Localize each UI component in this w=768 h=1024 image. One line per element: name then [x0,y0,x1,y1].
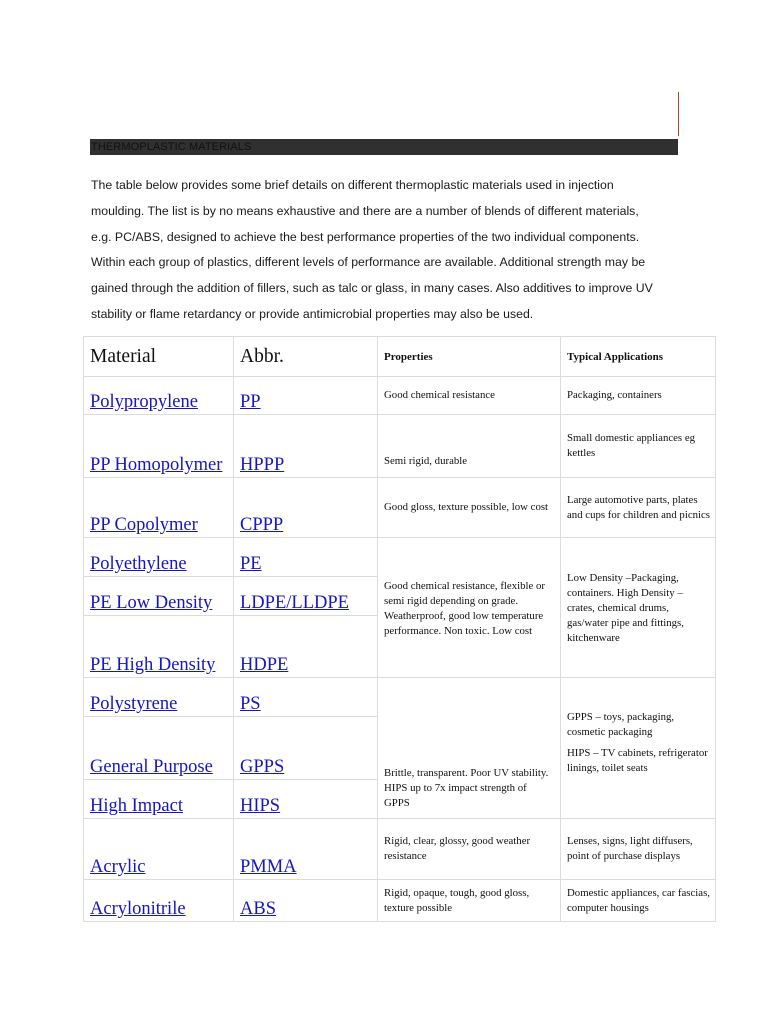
table-row [84,819,716,880]
section-title: THERMOPLASTIC MATERIALS [91,141,252,153]
material-link[interactable]: Polyethylene [84,538,234,577]
properties-cell: Good chemical resistance [378,377,561,415]
header-applications: Typical Applications [561,337,716,377]
abbr-link[interactable]: PMMA [234,819,378,880]
abbr-link[interactable]: PE [234,538,378,577]
applications-cell-pe-group: Low Density –Packaging, containers. High Density – crates, chemical drums, gas/water pipe and fittings, kitchenware [561,538,716,678]
header-material: Material [84,337,234,377]
material-link[interactable]: Polystyrene [84,678,234,717]
abbr-link[interactable]: CPPP [234,478,378,538]
intro-paragraph [91,173,681,328]
properties-cell-pe-group: Good chemical resistance, flexible or semi rigid depending on grade. Weatherproof, good low temperature performance. Non toxic. Low cost [378,538,561,678]
table-row [84,678,716,717]
abbr-link[interactable]: HIPS [234,780,378,819]
material-link[interactable]: Acrylonitrile [84,880,234,922]
applications-cell: Large automotive parts, plates and cups for children and picnics [561,478,716,538]
table-header-row [84,337,716,377]
material-link[interactable]: PP Homopolymer [84,415,234,478]
intro-line: The table below provides some brief details on different thermoplastic materials used in injection [91,178,614,192]
applications-cell: Domestic appliances, car fascias, computer housings [561,880,716,922]
material-link[interactable]: PE Low Density [84,577,234,616]
table-row [84,538,716,577]
table-row [84,415,716,478]
header-properties: Properties [378,337,561,377]
materials-table [83,336,716,922]
abbr-link[interactable]: HDPE [234,616,378,678]
table-row [84,478,716,538]
abbr-link[interactable]: GPPS [234,717,378,780]
table-row [84,880,716,922]
applications-cell: Packaging, containers [561,377,716,415]
material-link[interactable]: PE High Density [84,616,234,678]
abbr-link[interactable]: HPPP [234,415,378,478]
intro-line: moulding. The list is by no means exhaustive and there are a number of blends of different materials, [91,203,639,218]
applications-gpps: GPPS – toys, packaging, cosmetic packaging [567,711,675,738]
intro-line: gained through the addition of fillers, such as talc or glass, in many cases. Also additives to improve UV [91,281,653,296]
properties-cell: Rigid, clear, glossy, good weather resistance [378,819,561,880]
material-link[interactable]: General Purpose [84,717,234,780]
abbr-link[interactable]: PS [234,678,378,717]
material-link[interactable]: Acrylic [84,819,234,880]
table-row [84,377,716,415]
properties-cell: Semi rigid, durable [378,415,561,478]
material-link[interactable]: High Impact [84,780,234,819]
abbr-link[interactable]: LDPE/LLDPE [234,577,378,616]
abbr-link[interactable]: PP [234,377,378,415]
intro-line: stability or flame retardancy or provide antimicrobial properties may also be used. [91,306,534,321]
intro-line: Within each group of plastics, different levels of performance are available. Additional strength may be [91,255,646,270]
applications-cell: Small domestic appliances eg kettles [561,415,716,478]
properties-cell: Good gloss, texture possible, low cost [378,478,561,538]
material-link[interactable]: PP Copolymer [84,478,234,538]
page-margin-marker [678,92,679,136]
abbr-link[interactable]: ABS [234,880,378,922]
properties-cell-ps-group: Brittle, transparent. Poor UV stability. HIPS up to 7x impact strength of GPPS [378,678,561,819]
intro-line: e.g. PC/ABS, designed to achieve the best performance properties of the two individual components. [91,229,640,244]
header-abbr: Abbr. [234,337,378,377]
applications-hips: HIPS – TV cabinets, refrigerator linings, toilet seats [567,747,708,774]
material-link[interactable]: Polypropylene [84,377,234,415]
applications-cell: Lenses, signs, light diffusers, point of purchase displays [561,819,716,880]
properties-cell: Rigid, opaque, tough, good gloss, texture possible [378,880,561,922]
applications-cell-ps-group [561,678,716,819]
